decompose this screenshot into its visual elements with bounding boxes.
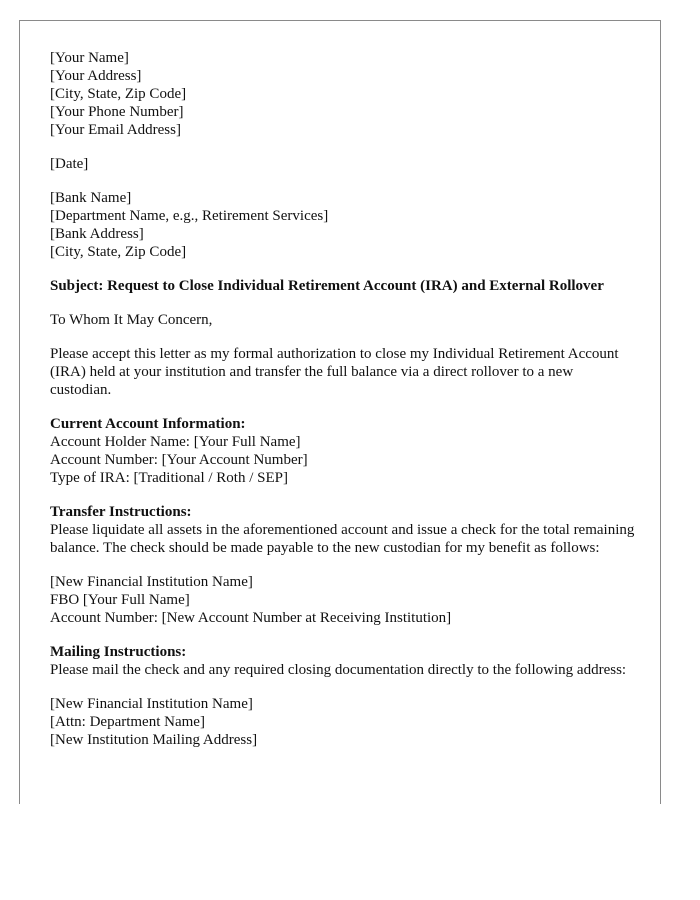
subject-line: Subject: Request to Close Individual Retirement Account (IRA) and External Rollover (50, 278, 604, 294)
payee-account-number: Account Number: [New Account Number at Receiving Institution] (50, 610, 452, 626)
mailing-address: [New Institution Mailing Address] (50, 732, 258, 748)
ira-type: Type of IRA: [Traditional / Roth / SEP] (50, 470, 288, 486)
recipient-bank-address: [Bank Address] (50, 226, 144, 242)
sender-block (50, 49, 635, 139)
sender-phone: [Your Phone Number] (50, 104, 184, 120)
letter-date: [Date] (50, 156, 89, 172)
mailing-body: Please mail the check and any required closing documentation directly to the following address: (50, 662, 627, 678)
transfer-body: Please liquidate all assets in the aforementioned account and issue a check for the total remaining balance. The check should be made payable to the new custodian for my benefit as follows: (50, 522, 635, 556)
transfer-section (50, 503, 635, 557)
mailing-attn: [Attn: Department Name] (50, 714, 205, 730)
salutation: To Whom It May Concern, (50, 312, 213, 328)
salutation-block (50, 311, 635, 329)
letter-page (19, 20, 661, 804)
current-account-heading: Current Account Information: (50, 416, 246, 432)
current-account-section (50, 415, 635, 487)
mailing-heading: Mailing Instructions: (50, 644, 187, 660)
payee-fbo: FBO [Your Full Name] (50, 592, 190, 608)
sender-city-state-zip: [City, State, Zip Code] (50, 86, 187, 102)
subject-block (50, 277, 635, 295)
account-holder-name: Account Holder Name: [Your Full Name] (50, 434, 301, 450)
date-block (50, 155, 635, 173)
recipient-block (50, 189, 635, 261)
recipient-city-state-zip: [City, State, Zip Code] (50, 244, 187, 260)
recipient-bank-name: [Bank Name] (50, 190, 132, 206)
account-number: Account Number: [Your Account Number] (50, 452, 308, 468)
letter-body (50, 49, 635, 765)
sender-name: [Your Name] (50, 50, 129, 66)
payee-institution: [New Financial Institution Name] (50, 574, 253, 590)
intro-text: Please accept this letter as my formal authorization to close my Individual Retirement Account (IRA) held at your institution and transfer the full balance via a direct rollover to a new custodian. (50, 346, 619, 398)
mailing-section (50, 643, 635, 679)
sender-email: [Your Email Address] (50, 122, 181, 138)
sender-address: [Your Address] (50, 68, 142, 84)
intro-paragraph (50, 345, 635, 399)
mailing-address-block (50, 695, 635, 749)
payee-block (50, 573, 635, 627)
mailing-institution: [New Financial Institution Name] (50, 696, 253, 712)
recipient-department: [Department Name, e.g., Retirement Services] (50, 208, 329, 224)
transfer-heading: Transfer Instructions: (50, 504, 192, 520)
